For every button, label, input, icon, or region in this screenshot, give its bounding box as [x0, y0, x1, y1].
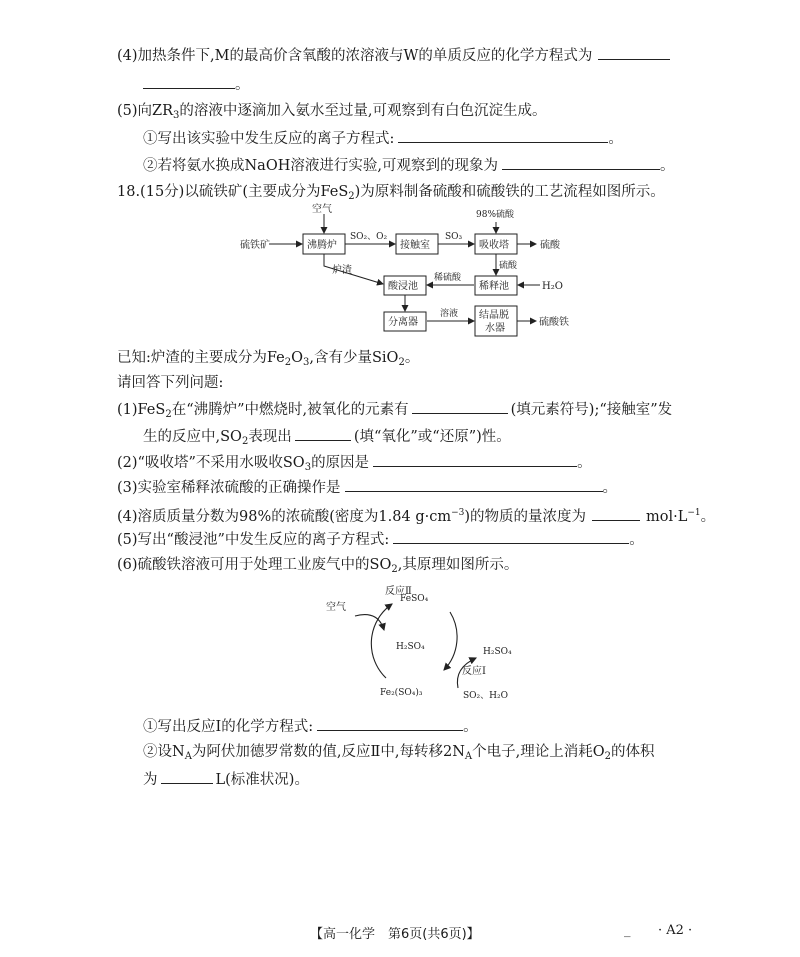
- cycle-air-label: 空气: [326, 602, 346, 613]
- q17-part5-1: ①写出该实验中发生反应的离子方程式: 。: [143, 128, 623, 149]
- fe2so43-label: Fe₂(SO₄)₃: [380, 688, 423, 698]
- footer-mark: _: [624, 923, 631, 938]
- q18-question-6-1: ①写出反应Ⅰ的化学方程式: 。: [143, 716, 478, 737]
- q18-question-4: (4)溶质质量分数为98%的浓硫酸(密度为1.84 $g\cdot cm^{-3}$)的物质的量浓度为 $mol\cdot L^{-1}$。: [117, 508, 716, 525]
- furnace-label: 沸腾炉: [307, 240, 337, 251]
- crystallizer-label-2: 水器: [485, 323, 505, 334]
- q18-question-6-2-cont: 为 L(标准状况)。: [143, 769, 309, 790]
- slag-label: 炉渣: [332, 265, 352, 276]
- feso4-label: FeSO₄: [400, 594, 429, 604]
- h2so4-out-label: H₂SO₄: [483, 647, 512, 657]
- q18-question-6: (6)硫酸铁溶液可用于处理工业废气中的$SO_2$,其原理如图所示。: [117, 557, 519, 575]
- leach-label: 酸浸池: [388, 281, 418, 292]
- absorber-label: 吸收塔: [479, 240, 509, 251]
- page-number: 【高一化学 第6页(共6页)】: [310, 927, 480, 942]
- diluter-label: 稀释池: [479, 281, 509, 292]
- process-flow-diagram: [240, 200, 590, 338]
- q18-question-6-2: ②设$N_A$为阿伏加德罗常数的值,反应Ⅱ中,每转移$2N_A$个电子,理论上消耗$O_2$的体积: [143, 744, 655, 762]
- q17-part5-2: ②若将氨水换成NaOH溶液进行实验,可观察到的现象为 。: [143, 155, 674, 176]
- reaction-1-label: 反应Ⅰ: [462, 666, 486, 677]
- q17-part4-cont: 。: [143, 74, 250, 95]
- q18-heading: 18.(15分)以硫铁矿(主要成分为FeS$_2$)为原料制备硫酸和硫酸铁的工艺流程如图所示。: [117, 184, 665, 202]
- reaction-2-label: 反应Ⅱ: [385, 586, 412, 597]
- sulfuric-acid-down-label: 硫酸: [499, 261, 518, 271]
- h2so4-inner-label: H₂SO₄: [396, 642, 425, 652]
- q17-part5: (5)向$ZR_3$的溶液中逐滴加入氨水至过量,可观察到有白色沉淀生成。: [117, 103, 547, 121]
- ferric-sulfate-label: 硫酸铁: [539, 317, 569, 328]
- so2-o2-label: SO₂、O₂: [350, 232, 388, 242]
- ore-label: 硫铁矿: [240, 240, 270, 251]
- q18-prompt: 请回答下列问题:: [117, 375, 224, 391]
- contact-label: 接触室: [400, 240, 430, 251]
- solution-label: 溶液: [440, 309, 459, 319]
- sulfuric-acid-out-label: 硫酸: [540, 240, 560, 251]
- q17-part4: (4)加热条件下,M的最高价含氧酸的浓溶液与W的单质反应的化学方程式为: [117, 45, 670, 66]
- so3-label: SO₃: [445, 232, 463, 242]
- q18-question-1-cont: 生的反应中$,SO_2$表现出 (填“氧化”或“还原”)性。: [143, 426, 511, 452]
- so2-h2o-label: SO₂、H₂O: [463, 691, 508, 701]
- q18-known: 已知:炉渣的主要成分为$Fe_2O_3$,含有少量SiO$_2$。: [117, 350, 420, 368]
- air-label: 空气: [312, 204, 332, 215]
- dilute-acid-label: 稀硫酸: [434, 273, 462, 283]
- separator-label: 分离器: [388, 317, 418, 328]
- cycle-diagram: [300, 578, 530, 706]
- q18-question-3: (3)实验室稀释浓硫酸的正确操作是 。: [117, 477, 617, 498]
- q18-question-2: (2)“吸收塔”不采用水吸收$SO_3$的原因是 。: [117, 452, 592, 478]
- q18-question-5: (5)写出“酸浸池”中发生反应的离子方程式: 。: [117, 529, 644, 550]
- exam-code: · A2 ·: [658, 923, 693, 938]
- crystallizer-label-1: 结晶脱: [479, 310, 509, 321]
- water-label: H₂O: [542, 281, 563, 292]
- q18-question-1: (1)FeS$_2$在“沸腾炉”中燃烧时,被氧化的元素有 (填元素符号);“接触室”发: [117, 399, 672, 425]
- acid98-label: 98%硫酸: [476, 210, 515, 220]
